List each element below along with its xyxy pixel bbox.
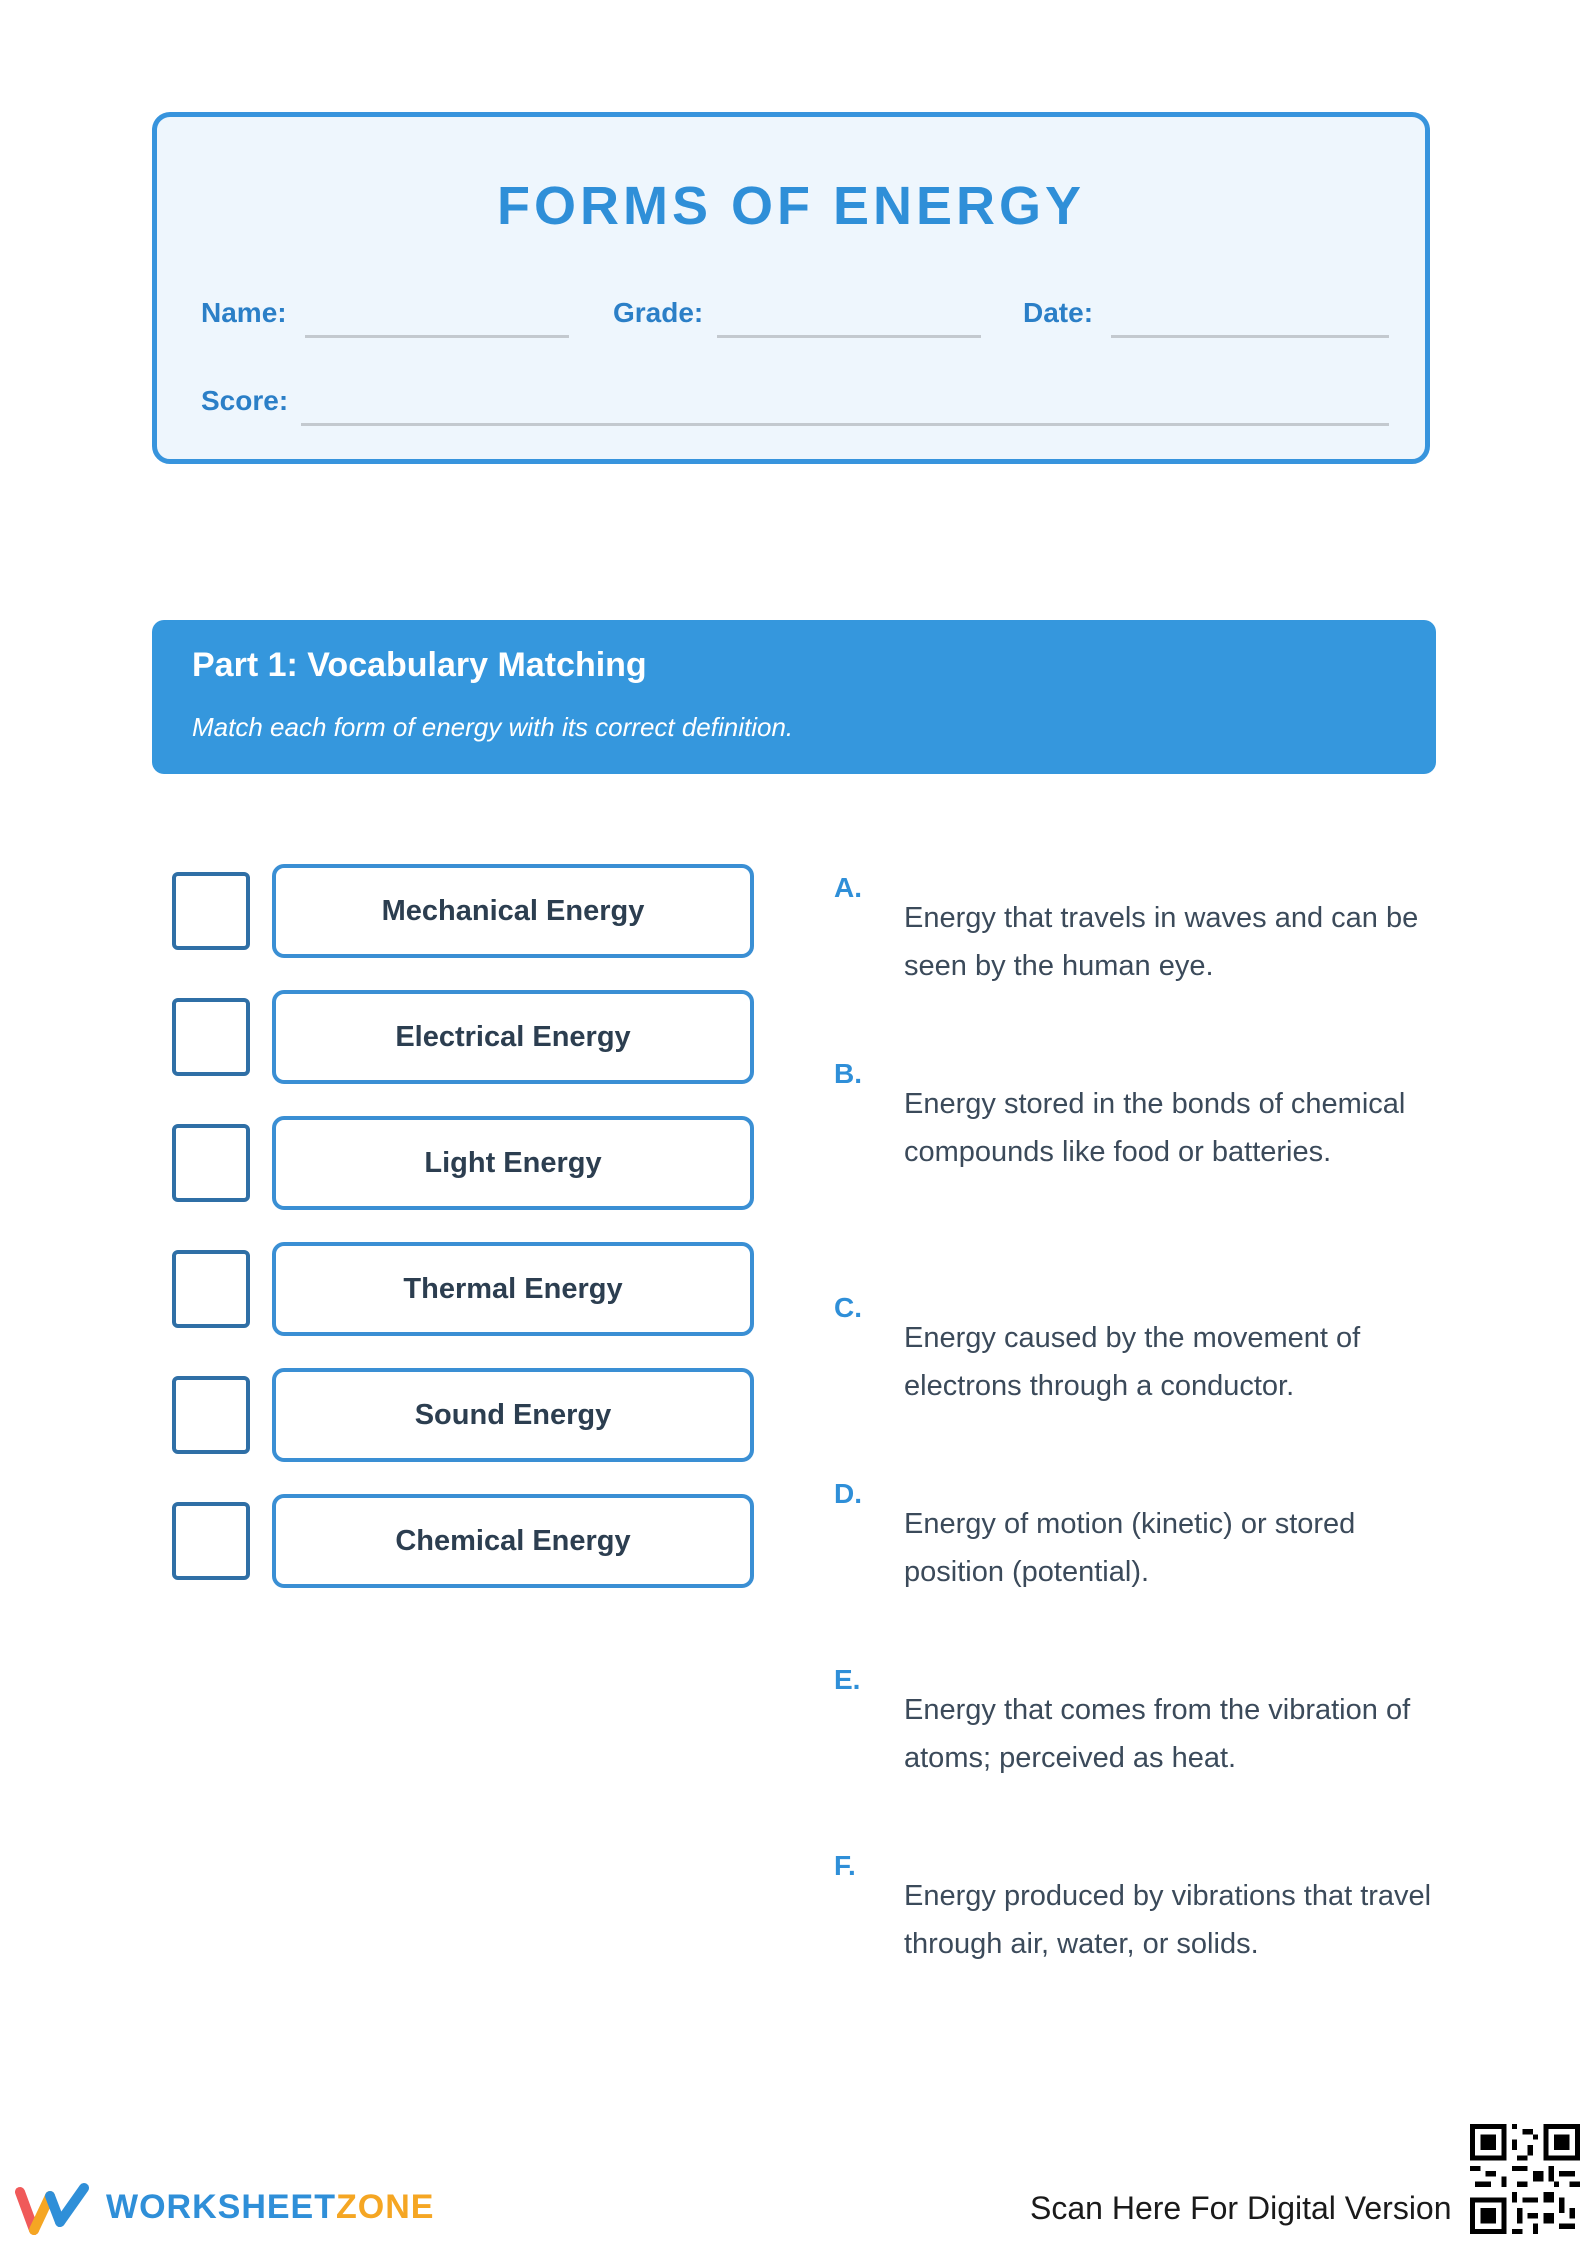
term-thermal-energy: Thermal Energy [272, 1242, 754, 1336]
definition-letter-b: B. [834, 1058, 862, 1089]
name-field[interactable] [305, 335, 569, 338]
brand-name-part2: ZONE [336, 2188, 435, 2226]
section-banner [152, 620, 1436, 774]
definition-f: Energy produced by vibrations that travel through air, water, or solids. [904, 1880, 1432, 1960]
section-instructions: Match each form of energy with its correct definition. [192, 712, 794, 742]
qr-code-icon[interactable] [1470, 2124, 1580, 2234]
score-field[interactable] [301, 423, 1389, 426]
brand-name[interactable] [106, 2188, 434, 2227]
answer-box-3[interactable] [172, 1124, 250, 1202]
grade-field[interactable] [717, 335, 981, 338]
brand-name-part1: WORKSHEET [106, 2188, 336, 2226]
scan-instruction: Scan Here For Digital Version [1030, 2190, 1452, 2226]
definition-d: Energy of motion (kinetic) or stored position (potential). [904, 1508, 1356, 1588]
score-label: Score: [201, 385, 289, 416]
grade-label: Grade: [613, 297, 704, 328]
definition-letter-e: E. [834, 1664, 861, 1695]
worksheet-header [152, 112, 1430, 464]
answer-box-6[interactable] [172, 1502, 250, 1580]
term-chemical-energy: Chemical Energy [272, 1494, 754, 1588]
answer-box-1[interactable] [172, 872, 250, 950]
term-electrical-energy: Electrical Energy [272, 990, 754, 1084]
definition-letter-f: F. [834, 1850, 856, 1881]
answer-box-5[interactable] [172, 1376, 250, 1454]
definition-a: Energy that travels in waves and can be seen by the human eye. [904, 902, 1419, 982]
definition-c: Energy caused by the movement of electrons through a conductor. [904, 1322, 1361, 1402]
answer-box-2[interactable] [172, 998, 250, 1076]
name-label: Name: [201, 297, 287, 328]
term-sound-energy: Sound Energy [272, 1368, 754, 1462]
definition-e: Energy that comes from the vibration of atoms; perceived as heat. [904, 1694, 1411, 1774]
definition-letter-a: A. [834, 872, 862, 903]
worksheetzone-logo-icon [14, 2182, 94, 2238]
date-label: Date: [1023, 297, 1094, 328]
definition-b: Energy stored in the bonds of chemical compounds like food or batteries. [904, 1088, 1406, 1168]
term-light-energy: Light Energy [272, 1116, 754, 1210]
answer-box-4[interactable] [172, 1250, 250, 1328]
date-field[interactable] [1111, 335, 1389, 338]
definition-letter-d: D. [834, 1478, 862, 1509]
page-title: FORMS OF ENERGY [496, 176, 1086, 236]
term-mechanical-energy: Mechanical Energy [272, 864, 754, 958]
section-title: Part 1: Vocabulary Matching [192, 646, 647, 684]
definition-letter-c: C. [834, 1292, 862, 1323]
